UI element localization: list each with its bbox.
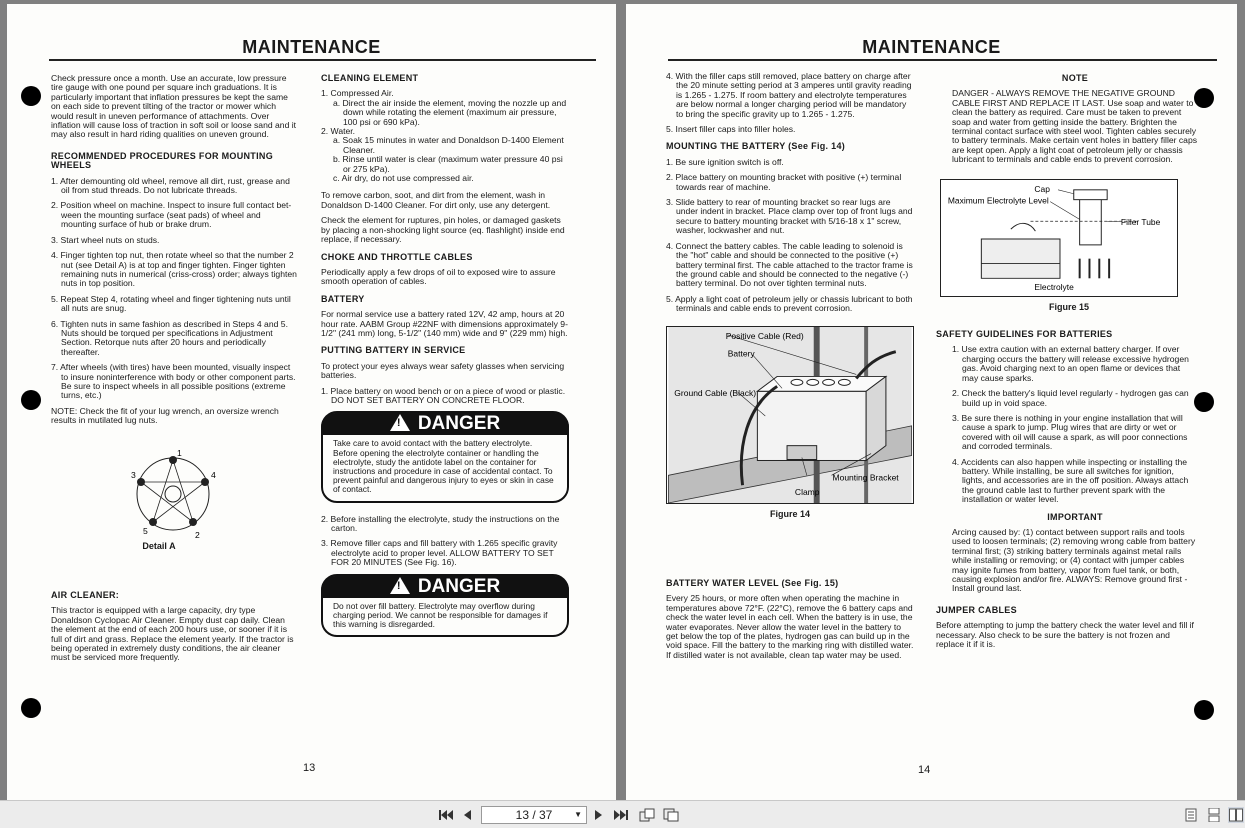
title-rule (668, 59, 1217, 61)
viewer-toolbar (0, 800, 1245, 828)
section-heading: SAFETY GUIDELINES FOR BATTERIES (936, 329, 1113, 340)
list-item: 4. With the filler caps still removed, place battery on charge after the 20 minute setting period at 3 amperes until gravity reading is 1.265 - 1.275. If room battery and electrolyte temperatures are below normal a longer charging period will be mandatory to bring the specific gravity up to 1.265 - 1.275. (666, 71, 912, 119)
danger-box (321, 574, 569, 638)
list-item: 1. Use extra caution with an external battery charger. If over charging occurs the battery will release excessive hydrogen gas. Avoid charging next to an open flame or devices that may cause sparks. (952, 344, 1189, 383)
page-number: 14 (918, 764, 931, 776)
binder-hole (21, 86, 41, 106)
list-item: 1. After demounting old wheel, remove all dirt, rust, grease and oil from stud threads. Do not lubricate threads. (51, 175, 290, 196)
danger-text: Do not over fill battery. Electrolyte may overflow during charging period. We cannot be responsible for damages if this warning is disregarded. (333, 600, 548, 630)
note-text: NOTE: Check the fit of your lug wrench, an oversize wrench results in mutilated lug nuts. (51, 405, 279, 426)
section-heading: CLEANING ELEMENT (321, 73, 419, 83)
note-text: DANGER - ALWAYS REMOVE THE NEGATIVE GROUND CABLE FIRST AND REPLACE IT LAST. Use soap and water to clean the battery as required. Care must be taken to prevent soap and water from getting inside the battery. Brighten the terminal contact surface with steel wool. Tighten cables securely to battery terminals. Make certain vent holes in battery filler caps are kept open. Apply a light coat of petroleum jelly or chassis lubricant to terminals and cable ends to prevent corrosion. (952, 88, 1198, 165)
figure-15 (940, 179, 1178, 297)
detail-label: 4 (211, 469, 216, 480)
danger-label: DANGER (417, 413, 501, 435)
body-text: For normal service use a battery rated 12V, 42 amp, hours at 20 hour rate. AABM Group #22NF with dimensions approximately 9-1/2" (241 mm) long, 5-1/2" (140 mm) wide and 9" (229 mm) high. (321, 309, 568, 338)
section-heading: NOTE (1061, 73, 1089, 83)
two-page-view-icon[interactable] (1228, 807, 1244, 823)
body-text: To protect your eyes always wear safety glasses when servicing batteries. (321, 360, 565, 381)
figure-label: Positive Cable (Red) (725, 330, 804, 341)
section-heading: BATTERY WATER LEVEL (See Fig. 15) (666, 577, 839, 588)
warning-triangle-icon (390, 577, 410, 594)
detail-label: 2 (195, 529, 200, 540)
last-page-icon[interactable] (613, 807, 629, 823)
list-item: 2. Water. (321, 126, 356, 137)
list-item: 2. Place battery on mounting bracket with positive (+) terminal towards rear of machine. (666, 172, 902, 192)
list-item: b. Rinse until water is clear (maximum water pressure 40 psi or 275 kPa). (333, 154, 563, 174)
page-title: MAINTENANCE (862, 37, 1001, 57)
left-column (51, 74, 297, 669)
list-item: c. Air dry, do not use compressed air. (333, 173, 474, 184)
figure-label: Maximum Electrolyte Level (947, 195, 1049, 206)
electrolyte-level-illustration (941, 180, 1177, 296)
detail-label: 1 (177, 447, 182, 458)
rotate-icon[interactable] (638, 807, 656, 823)
list-item: 3. Remove filler caps and fill battery with 1.265 specific gravity electrolyte acid to proper level. ALLOW BATTERY TO SET FOR 20 MINUTES (See Fig. 16). (321, 538, 558, 568)
figure-caption: Figure 14 (769, 508, 810, 519)
list-item: 4. Accidents can also happen while inspecting or installing the battery. While installing, be sure all switches for ignition, lights, and accessories are in the off position. Always attach the ground cable last to further prevent spark with the installation or water level. (952, 456, 1189, 505)
body-text: Every 25 hours, or more often when operating the machine in temperatures above 72°F. (22°C), remove the 6 battery caps and check the water level in each cell. When the battery is in use, the water evaporates. Never allow the water level in the battery to get below the top of the plates, hydrogen gas can build up in the void space. Fill the battery to the marking ring with distilled water. If distilled water is not available, clean tap water may be used. (666, 593, 914, 660)
danger-label: DANGER (417, 575, 501, 597)
list-item: 1. Compressed Air. (321, 88, 394, 99)
detail-label: 3 (131, 469, 136, 480)
section-heading: CHOKE AND THROTTLE CABLES (321, 251, 473, 262)
list-item: a. Soak 15 minutes in water and Donaldson D-1400 Element Cleaner. (333, 135, 564, 155)
body-text: Check the element for ruptures, pin holes, or damaged gaskets by placing a non-shocking light source (eq. flashlight) inside end replace, if necessary. (321, 215, 565, 245)
figure-caption: Figure 15 (1048, 301, 1089, 312)
section-heading: JUMPER CABLES (936, 604, 1017, 615)
binder-hole (21, 698, 41, 718)
first-page-icon[interactable] (438, 807, 454, 823)
page-title: MAINTENANCE (242, 37, 381, 57)
air-cleaner-text: This tractor is equipped with a large capacity, dry type Donaldson Cyclopac Air Cleaner. Empty dust cap daily. Clean the element at the end of each 200 hours use, or sooner if it is full of dirt and grass. Replace the element yearly. If the tractor is being operated in extremely dusty conditions, the air cleaner must be serviced more frequently. (51, 605, 294, 663)
right-column (936, 73, 1198, 655)
battery-mounting-illustration (667, 327, 913, 503)
list-item: 1. Be sure ignition switch is off. (666, 156, 784, 167)
figure-label: Electrolyte (1034, 281, 1074, 292)
list-item: 2. Before installing the electrolyte, study the instructions on the carton. (321, 513, 560, 533)
important-text: Arcing caused by: (1) contact between support rails and tools used to loosen terminals; (2) removing wrong cable from battery terminal first; (3) striking battery terminals against metal rails while installing or removing; or (4) contact with jumper cables may ignite fumes from battery, vapor from fuel tank, or both, causing explosion and/or fire. ALWAYS: Remove ground first - Install ground last. (952, 526, 1196, 594)
list-item: 1. Place battery on wood bench or on a piece of wood or plastic. DO NOT SET BATTERY ON CONCRETE FLOOR. (321, 385, 566, 405)
list-item: 5. Repeat Step 4, rotating wheel and finger tightening nuts until all nuts are snug. (51, 293, 291, 314)
list-item: 3. Start wheel nuts on studs. (51, 234, 160, 245)
page-14 (626, 4, 1237, 800)
page-13 (7, 4, 616, 800)
list-item: 7. After wheels (with tires) have been mounted, visually inspect to insure noninterference with body or other component parts. Be sure to inspect wheels in all possible positions (extreme turns, etc.) (51, 362, 296, 401)
figure-14 (666, 326, 914, 504)
warning-triangle-icon (390, 414, 410, 431)
section-heading: BATTERY (321, 293, 365, 304)
page-selector[interactable] (481, 806, 587, 824)
title-rule (49, 59, 596, 61)
section-heading: AIR CLEANER: (51, 590, 120, 600)
section-heading: PUTTING BATTERY IN SERVICE (321, 345, 466, 356)
figure-label: Mounting Bracket (832, 471, 899, 482)
body-text: Periodically apply a few drops of oil to exposed wire to assure smooth operation of cables. (321, 266, 556, 287)
body-text: Before attempting to jump the battery check the water level and fill if necessary. Also check to be sure the battery is not frozen and replace it if it is. (936, 620, 1194, 650)
figure-label: Filler Tube (1120, 216, 1161, 227)
danger-text: Take care to avoid contact with the battery electrolyte. Before opening the electrolyte container or handling the electrolyte, study the antidote label on the container for instructions and procedure in case of accidental contact. To prevent painful and dangerous injury to eyes or skin in case of contact. (333, 438, 554, 495)
figure-label: Clamp (794, 486, 820, 497)
list-item: a. Direct the air inside the element, moving the nozzle up and down while rotating the element (maximum air pressure, 100 psi or 690 kPa). (333, 97, 567, 127)
list-item: 4. Connect the battery cables. The cable leading to solenoid is the "hot" cable and should be connected to the positive (+) battery terminal first. The cable attached to the tractor frame is the ground cable and should be connected to the negative (-) battery terminal. Do not over tighten terminal nuts. (666, 240, 913, 289)
list-item: 6. Tighten nuts in same fashion as described in Steps 4 and 5. Nuts should be torqued per specifications in Adjustment Section. Retorque nuts after 20 hours and periodically thereafter. (51, 318, 288, 357)
next-page-icon[interactable] (593, 807, 605, 823)
tire-pressure-text: Check pressure once a month. Use an accurate, low pressure tire gauge with one pound per square inch graduations. It is particularly important that inflation pressures be kept the same on each side to prevent tilting of the tractor or mower which would result in uneven performance of attachments. Over inflation will cause loss of traction in soft soil or loose sand and it may also result in hard riding qualities on uneven ground. (51, 73, 297, 140)
fit-icon[interactable] (662, 807, 680, 823)
dropdown-arrow-icon: ▼ (574, 810, 582, 819)
page-indicator: 13 / 37 (515, 808, 553, 822)
prev-page-icon[interactable] (460, 807, 474, 823)
detail-label: 5 (143, 525, 148, 536)
section-heading: RECOMMENDED PROCEDURES FOR MOUNTING WHEELS (51, 150, 274, 171)
left-column (666, 72, 914, 666)
page-number: 13 (303, 762, 316, 774)
detail-a-diagram (123, 448, 223, 540)
figure-label: Battery (727, 348, 755, 359)
binder-hole (21, 390, 41, 410)
right-column (321, 74, 569, 649)
section-heading: MOUNTING THE BATTERY (See Fig. 14) (666, 141, 846, 152)
list-item: 4. Finger tighten top nut, then rotate wheel so that the number 2 nut (see Detail A) is at top and finger tighten. Finger tighten remaining nuts in numerical (criss-cross) order; always tighten nuts in top position. (51, 250, 297, 289)
continuous-view-icon[interactable] (1207, 807, 1221, 823)
figure-label: Cap (1034, 183, 1050, 194)
list-item: 2. Position wheel on machine. Inspect to insure full contact bet-ween the mounting surface (seat pads) of wheel and mounting surface of hub or brake drum. (51, 200, 292, 230)
list-item: 5. Insert filler caps into filler holes. (666, 124, 796, 135)
danger-box (321, 411, 569, 502)
list-item: 2. Check the battery's liquid level regularly - hydrogen gas can build up in void space. (952, 388, 1189, 408)
single-view-icon[interactable] (1184, 807, 1198, 823)
list-item: 5. Apply a light coat of petroleum jelly or chassis lubricant to both terminals and cable ends to prevent corrosion. (666, 293, 913, 314)
figure-caption: Detail A (142, 540, 176, 551)
body-text: To remove carbon, soot, and dirt from the element, wash in Donaldson D-1400 Cleaner. For dirt only, use any detergent. (321, 190, 551, 210)
figure-label: Ground Cable (Black) (674, 387, 757, 398)
binder-hole (1194, 700, 1214, 720)
list-item: 3. Be sure there is nothing in your engine installation that will cause a spark to jump. Plug wires that are dirty or wet or covered with oil will cause a spark, as will poor connections and corroded terminals. (952, 412, 1188, 452)
lug-nut-pattern-icon (123, 448, 223, 540)
list-item: 3. Slide battery to rear of mounting bracket so rear lugs are under indent in bracket. Place clamp over top of front lugs and secure to battery mounting bracket with 5/16-18 x 1" screw, washer, lockwasher and nut. (666, 197, 913, 236)
section-heading: IMPORTANT (1047, 511, 1103, 522)
